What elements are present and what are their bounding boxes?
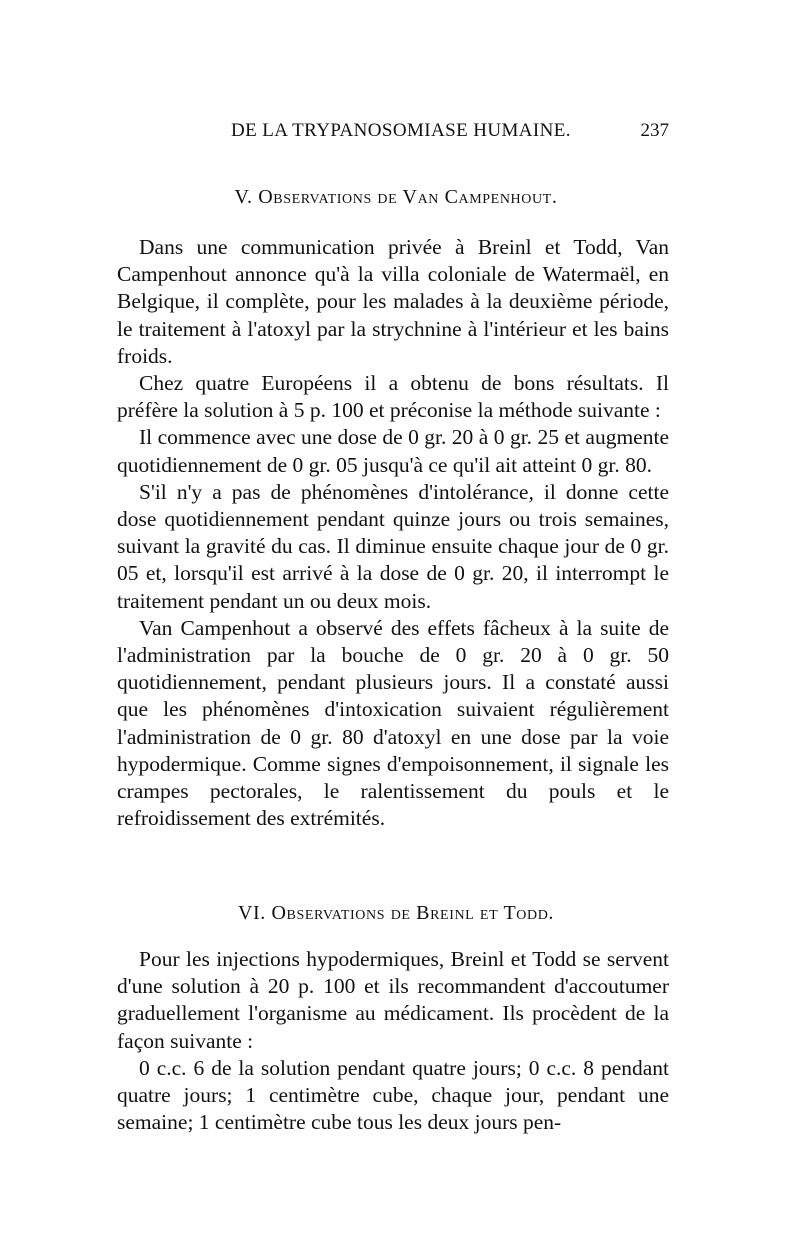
- paragraph: S'il n'y a pas de phénomènes d'intolérance, il donne cette dose quotidiennement pendant quinze jours ou trois semaines, suivant la gravité du cas. Il diminue ensuite chaque jour de 0 gr. 05 et, lorsqu'il est arrivé à la dose de 0 gr. 20, il interrompt le traitement pendant un ou deux mois.: [117, 479, 669, 613]
- section-heading-v: [110, 186, 682, 209]
- paragraph: Il commence avec une dose de 0 gr. 20 à 0 gr. 25 et augmente quotidiennement de 0 gr. 05 jusqu'à ce qu'il ait atteint 0 gr. 80.: [117, 425, 669, 477]
- section-body-vi: [117, 946, 669, 1136]
- running-head: [117, 120, 669, 146]
- paragraph: Pour les injections hypodermiques, Breinl et Todd se servent d'une solution à 20 p. 100 et ils recommandent d'accoutumer graduellement l'organisme au médicament. Ils procèdent de la façon suivante :: [117, 947, 669, 1053]
- paragraph: 0 c.c. 6 de la solution pendant quatre jours; 0 c.c. 8 pendant quatre jours; 1 centimètre cube, chaque jour, pendant une semaine; 1 centimètre cube tous les deux jours pen-: [117, 1055, 669, 1135]
- paragraph: Chez quatre Européens il a obtenu de bons résultats. Il préfère la solution à 5 p. 100 et préconise la méthode suivante :: [117, 371, 669, 423]
- section-heading-text: VI. Observations de Breinl et Todd.: [237, 902, 555, 924]
- section-heading-vi: [110, 902, 682, 925]
- running-title: DE LA TRYPANOSOMIASE HUMAINE.: [231, 120, 571, 141]
- paragraph: Van Campenhout a observé des effets fâcheux à la suite de l'administration par la bouche de 0 gr. 20 à 0 gr. 50 quotidiennement, pendant plusieurs jours. Il a constaté aussi que les phénomènes d'intoxication suivaient régulièrement l'administration de 0 gr. 80 d'atoxyl en une dose par la voie hypodermique. Comme signes d'empoisonnement, il signale les crampes pectorales, le ralentissement du pouls et le refroidissement des extrémités.: [117, 615, 669, 831]
- section-body-v: [117, 234, 669, 832]
- section-heading-text: V. Observations de Van Campenhout.: [234, 186, 558, 208]
- page-number: 237: [640, 120, 669, 141]
- paragraph: Dans une communication privée à Breinl et Todd, Van Campenhout annonce qu'à la villa coloniale de Watermaël, en Belgique, il complète, pour les malades à la deuxième période, le traitement à l'atoxyl par la strychnine à l'intérieur et les bains froids.: [117, 235, 669, 368]
